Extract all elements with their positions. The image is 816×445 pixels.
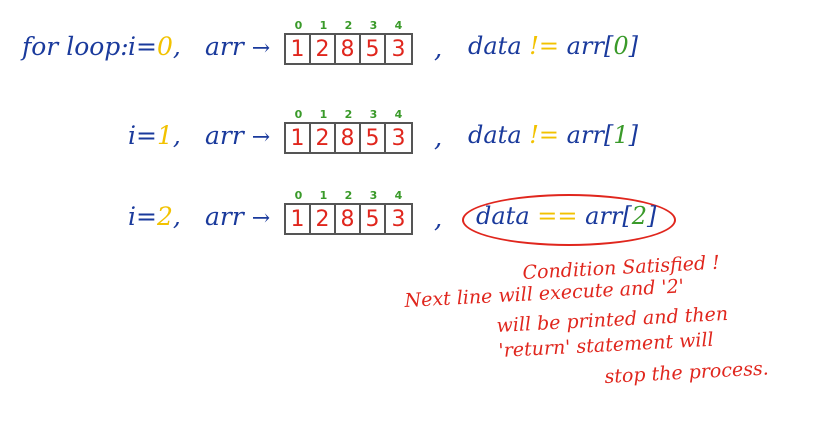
row-2-bracket-close: ] xyxy=(647,202,657,230)
row-2-iterator xyxy=(128,202,181,231)
row-0-lhs: data xyxy=(468,32,522,60)
row-0-array-cell: 1 xyxy=(286,35,311,63)
note-line-3: will be printed and then xyxy=(496,302,729,337)
row-2-index-ref: 2 xyxy=(631,202,648,230)
row-0-bracket-close: ] xyxy=(628,32,638,60)
row-0-index: 4 xyxy=(394,19,403,32)
row-1-operator: != xyxy=(529,121,560,149)
row-0-rhs: arr xyxy=(566,32,604,60)
row-1-i-value: 1 xyxy=(156,121,173,150)
row-2-array-cell: 2 xyxy=(311,205,336,233)
row-1-array-cell: 2 xyxy=(311,124,336,152)
note-line-1: Condition Satisfied ! xyxy=(522,251,721,284)
row-2-var: i xyxy=(128,202,136,231)
row-2-i-value: 2 xyxy=(156,202,173,231)
row-1-arrow-icon: → xyxy=(251,125,271,150)
row-1-array-cell: 1 xyxy=(286,124,311,152)
row-2-arr-name: arr xyxy=(205,202,244,231)
row-2-rhs: arr xyxy=(585,202,623,230)
row-0-array-cell: 8 xyxy=(336,35,361,63)
row-0-index-labels xyxy=(286,19,411,32)
row-2-array-cell: 1 xyxy=(286,205,311,233)
row-0-arr-label xyxy=(205,32,270,61)
row-1-rhs: arr xyxy=(566,121,604,149)
row-0-array-cell: 3 xyxy=(391,36,406,62)
row-0-comma-sep: , xyxy=(172,32,181,61)
row-2-index: 2 xyxy=(344,189,353,202)
row-1-arr-label xyxy=(205,121,270,150)
row-0-array-box xyxy=(284,19,413,65)
row-0-arrow-icon: → xyxy=(251,36,271,61)
row-1-array-cell: 5 xyxy=(361,124,386,152)
row-1-comma: , xyxy=(434,123,443,153)
row-0-condition xyxy=(468,32,638,60)
row-0-arr-name: arr xyxy=(205,32,244,61)
note-line-2: Next line will execute and '2' xyxy=(404,275,685,312)
row-0-bracket-open: [ xyxy=(603,32,614,60)
row-1-iterator xyxy=(128,121,181,150)
row-0-equals: = xyxy=(136,32,157,61)
row-1-index-labels xyxy=(286,108,411,121)
row-1-index: 3 xyxy=(369,108,378,121)
row-2-index: 1 xyxy=(319,189,328,202)
row-2-equals: = xyxy=(136,202,157,231)
row-2-index: 0 xyxy=(294,189,303,202)
row-2-array-cell: 3 xyxy=(391,206,406,232)
row-1-lhs: data xyxy=(468,121,522,149)
row-2-index-labels xyxy=(286,189,411,202)
note-line-5: stop the process. xyxy=(604,357,770,388)
row-2-array-box xyxy=(284,189,413,235)
row-1-array-cell: 3 xyxy=(391,125,406,151)
row-2-lhs: data xyxy=(476,202,530,230)
row-0-index-ref: 0 xyxy=(613,32,629,60)
row-0-var: i xyxy=(128,32,136,61)
row-1-bracket-open: [ xyxy=(603,121,614,149)
row-1-arr-name: arr xyxy=(205,121,244,150)
row-0-index: 3 xyxy=(369,19,378,32)
row-2-bracket-open: [ xyxy=(622,202,632,230)
row-1-index: 0 xyxy=(294,108,303,121)
row-2-array-cell: 8 xyxy=(336,205,361,233)
row-1-equals: = xyxy=(136,121,157,150)
row-1-index: 4 xyxy=(394,108,403,121)
row-1-var: i xyxy=(128,121,136,150)
row-2-operator: == xyxy=(537,202,578,230)
for-loop-label: for loop: xyxy=(22,32,129,61)
row-1-array-box xyxy=(284,108,413,154)
row-0-i-value: 0 xyxy=(156,32,173,61)
row-1-index-ref: 1 xyxy=(613,121,629,149)
row-2-condition xyxy=(476,202,656,230)
row-2-index: 3 xyxy=(369,189,378,202)
row-2-comma: , xyxy=(434,204,443,234)
row-2-array-cell: 5 xyxy=(361,205,386,233)
row-0-index: 0 xyxy=(294,19,303,32)
row-0-index: 1 xyxy=(319,19,328,32)
row-1-array-cell: 8 xyxy=(336,124,361,152)
row-0-index: 2 xyxy=(344,19,353,32)
row-2-index: 4 xyxy=(394,189,403,202)
row-2-arr-label xyxy=(205,202,270,231)
row-0-comma: , xyxy=(434,34,443,64)
row-0-array-cell: 5 xyxy=(361,35,386,63)
row-0-operator: != xyxy=(529,32,560,60)
row-2-arrow-icon: → xyxy=(251,206,271,231)
row-0-iterator xyxy=(128,32,181,61)
row-1-index: 2 xyxy=(344,108,353,121)
row-1-index: 1 xyxy=(319,108,328,121)
row-1-bracket-close: ] xyxy=(628,121,638,149)
note-line-4: 'return' statement will xyxy=(498,328,715,362)
row-2-comma-sep: , xyxy=(172,202,181,231)
row-1-condition xyxy=(468,121,638,149)
row-1-comma-sep: , xyxy=(172,121,181,150)
row-0-array-cell: 2 xyxy=(311,35,336,63)
